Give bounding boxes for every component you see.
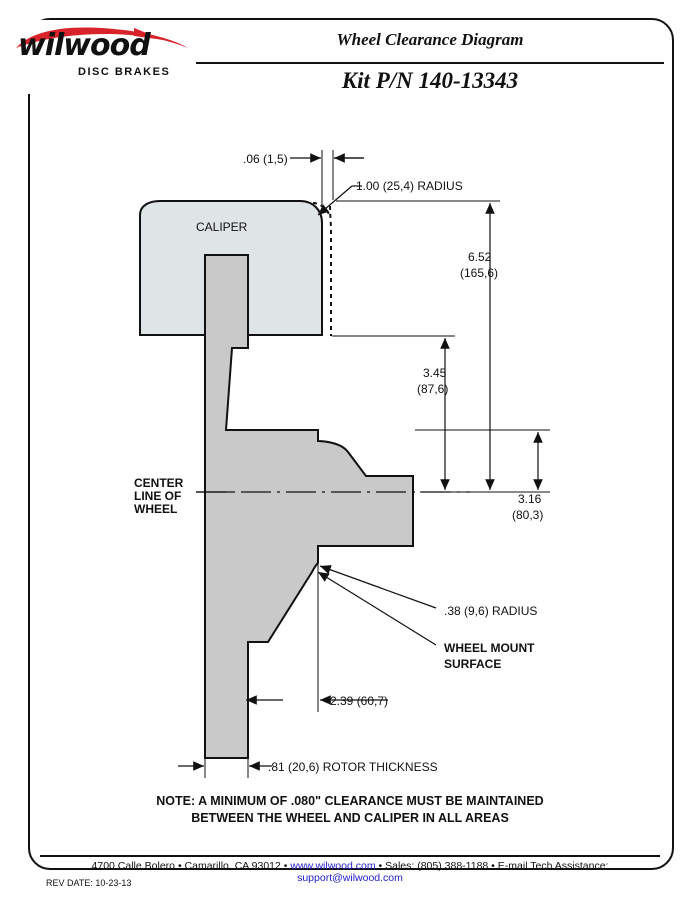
footer-sep-4: • [491, 860, 495, 872]
clearance-note-line-1: NOTE: A MINIMUM OF .080" CLEARANCE MUST BE MAINTAINED [156, 794, 544, 808]
dim-radius-38-leader [320, 566, 436, 608]
dim-height-345-line2: (87,6) [417, 382, 449, 396]
page-title: Wheel Clearance Diagram [336, 30, 524, 49]
logo-subtext: DISC BRAKES [78, 66, 171, 78]
logo-wordmark: wilwood [18, 28, 150, 63]
dim-rotor-thickness-label: .81 (20,6) ROTOR THICKNESS [268, 760, 438, 774]
footer-sep-1: • [177, 860, 182, 872]
dim-height-316-line2: (80,3) [512, 508, 544, 522]
revision-date: REV DATE: 10-23-13 [46, 878, 132, 888]
dim-height-316-line1: 3.16 [518, 492, 542, 506]
wheel-mount-surface-leader [318, 572, 436, 645]
footer-address: 4700 Calle Bolero [91, 860, 176, 872]
wheel-mount-surface-line2: SURFACE [444, 657, 502, 671]
dim-width-239-label: 2.39 (60,7) [330, 694, 389, 708]
center-line-label-3: WHEEL [134, 502, 178, 516]
dim-gap-06 [290, 150, 364, 205]
footer-sep-2: • [283, 860, 288, 872]
footer-website-link[interactable]: www.wilwood.com [290, 860, 376, 872]
center-line-label-1: CENTER [134, 476, 184, 490]
footer-sep-3: • [378, 860, 383, 872]
dim-height-652 [336, 201, 500, 492]
footer-city: Camarillo, CA 93012 [184, 860, 281, 872]
center-line-label-2: LINE OF [134, 489, 182, 503]
dim-height-316 [415, 430, 550, 492]
footer [40, 860, 660, 884]
dim-height-652-line2: (165,6) [460, 266, 499, 280]
footer-sales: Sales: (805) 388-1188 [385, 860, 489, 872]
dim-height-345-line1: 3.45 [423, 366, 447, 380]
caliper-label: CALIPER [196, 220, 248, 234]
dim-radius-38-label: .38 (9,6) RADIUS [444, 604, 538, 618]
dim-height-652-line1: 6.52 [468, 250, 492, 264]
footer-divider [40, 855, 660, 857]
clearance-note [60, 793, 640, 827]
kit-part-number: Kit P/N 140-13343 [341, 68, 519, 93]
dim-rotor-thickness [178, 758, 272, 778]
dim-radius-100-label: 1.00 (25,4) RADIUS [356, 179, 463, 193]
clearance-note-line-2: BETWEEN THE WHEEL AND CALIPER IN ALL AREAS [191, 811, 509, 825]
footer-email-link[interactable]: support@wilwood.com [297, 872, 403, 884]
footer-tech-label: E-mail Tech Assistance: [497, 860, 609, 872]
dim-gap-06-label: .06 (1,5) [243, 152, 288, 166]
wheel-mount-surface-line1: WHEEL MOUNT [444, 641, 535, 655]
